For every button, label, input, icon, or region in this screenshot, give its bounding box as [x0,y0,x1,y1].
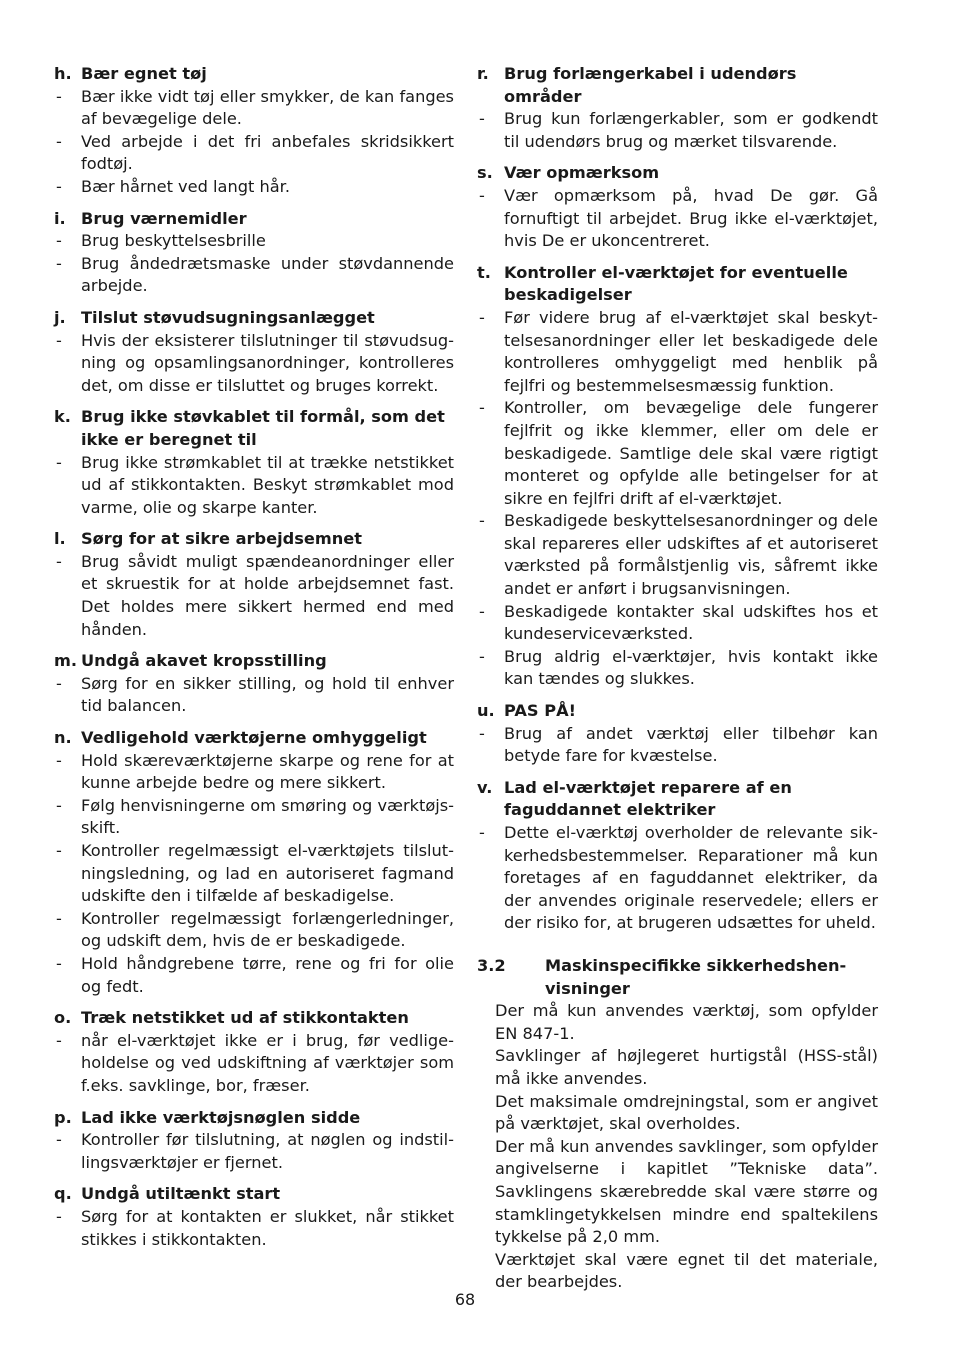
section-letter: p. [54,1107,72,1127]
list-item-text: Følg henvisningerne om smøring og værktøjsskift. [81,795,454,838]
subsection-3-2 [477,955,878,1294]
section [54,727,454,998]
section [477,63,878,153]
section-title: Vær opmærksom [504,163,660,183]
section-letter: u. [477,701,495,721]
section [477,777,878,935]
section-title: Brug ikke støvkablet til formål, som det ikke er beregnet til [81,407,445,449]
section-heading [54,1183,454,1206]
section-letter: j. [54,307,66,327]
section-letter: o. [54,1008,72,1028]
section [54,650,454,718]
list-item-text: Beskadigede kontakter skal udskiftes hos et kundeserviceværksted. [504,601,878,644]
list-item [54,131,454,176]
list-item-text: Brug af andet værktøj eller tilbehør kan betyde fare for kvæstelse. [504,723,878,766]
bullet-dash: - [479,511,485,531]
section-title: Brug værnemidler [81,208,247,228]
list-item [477,601,878,646]
bullet-dash: - [56,86,62,106]
bullet-dash: - [479,601,485,621]
list-item-text: Ved arbejde i det fri anbefales skridsikkert fodtøj. [81,131,454,174]
section-heading [54,208,454,231]
bullet-dash: - [56,1130,62,1150]
section-title: Undgå utiltænkt start [81,1184,281,1204]
section-heading [54,528,454,551]
section-heading [54,1007,454,1030]
list-item [54,230,454,253]
list-item [477,185,878,253]
bullet-dash: - [56,330,62,350]
section-letter: k. [54,407,71,427]
bullet-dash: - [56,795,62,815]
left-column [54,63,454,1260]
list-item [54,750,454,795]
section-letter: s. [477,163,493,183]
section-heading [477,700,878,723]
list-item-text: Kontroller regelmæssigt forlængerledninger, og udskift dem, hvis de er beskadigede. [81,908,454,951]
bullet-dash: - [479,185,485,205]
subsection-title: Maskinspecifikke sikkerhedshen-visninger [545,955,847,998]
bullet-dash: - [56,673,62,693]
section [477,262,878,691]
section-title: Undgå akavet kropsstilling [81,651,327,671]
list-item [54,551,454,641]
section-title: Kontroller el-værktøjet for eventuelle beskadigelser [504,262,848,305]
section [54,1107,454,1175]
bullet-dash: - [56,131,62,151]
list-item-text: Beskadigede beskyttelsesanordninger og dele skal repareres eller udskiftes af et autoriseret værksted på formålstjenlig vis, såfremt ikke andet er anført i brugsanvisningen. [504,511,878,599]
subsection-heading [477,955,878,1000]
section-title: Bær egnet tøj [81,64,207,83]
right-column [477,63,878,1294]
section [477,162,878,252]
section [54,1183,454,1251]
bullet-dash: - [479,723,485,743]
section-heading [54,307,454,330]
bullet-dash: - [479,646,485,666]
list-item [54,452,454,520]
list-item [54,1206,454,1251]
list-item-text: Sørg for at kontakten er slukket, når stikket stikkes i stikkontakten. [81,1206,454,1249]
bullet-dash: - [56,953,62,973]
list-item-text: når el-værktøjet ikke er i brug, før vedligeholdelse og ved udskiftning af værktøjer som f.eks. savklinge, bor, fræser. [81,1030,454,1095]
bullet-dash: - [479,823,485,842]
list-item-text: Vær opmærksom på, hvad De gør. Gå fornuftigt til arbejdet. Brug ikke el-værktøjet, hvis De er ukoncentreret. [504,185,878,251]
list-item [54,908,454,953]
bullet-dash: - [56,551,62,571]
section-title: Tilslut støvudsugningsanlægget [81,307,375,327]
bullet-dash: - [479,307,485,327]
list-item [477,646,878,691]
section-letter: l. [54,529,66,549]
list-item-text: Kontroller før tilslutning, at nøglen og indstillingsværktøjer er fjernet. [81,1130,454,1172]
list-item [54,176,454,199]
section [54,208,454,298]
page-number: 68 [454,1290,476,1309]
section [54,406,454,519]
section-letter: h. [54,64,72,83]
list-item-text: Dette el-værktøj overholder de relevante sikkerhedsbestemmelser. Reparationer må kun foretages af en faguddannet elektriker, da der anvendes originale reservedele; ellers er der risiko for, at brugeren udsættes for uheld. [504,823,878,933]
section-letter: i. [54,208,66,228]
bullet-dash: - [56,1206,62,1226]
list-item-text: Brug beskyttelsesbrille [81,231,266,251]
list-item [477,510,878,600]
bullet-dash: - [56,841,62,860]
section [54,1007,454,1097]
section-heading [54,1107,454,1130]
section-letter: m. [54,651,78,671]
list-item-text: Brug ikke strømkablet til at trække netstikket ud af stikkontakten. Beskyt strømkablet mod varme, olie og skarpe kanter. [81,452,454,517]
list-item [54,840,454,908]
section-title: Brug forlængerkabel i udendørs områder [504,64,797,106]
section-letter: t. [477,262,491,282]
list-item-text: Før videre brug af el-værktøjet skal beskyttelsesanordninger eller let beskadigede dele kontrolleres omhyggeligt med henblik på fejlfri og bestemmelsesmæssig funktion. [504,307,878,395]
list-item [54,795,454,840]
section-heading [477,63,878,108]
list-item [477,397,878,510]
section-heading [477,262,878,307]
list-item [477,108,878,153]
list-item-text: Kontroller, om bevægelige dele fungerer fejlfrit og ikke klemmer, eller om dele er beskadigede. Samtlige dele skal være rigtigt monteret og opfylde alle betingelser for at sikre en fejlfri drift af el-værktøjet. [504,398,878,508]
list-item [54,330,454,398]
section-heading [54,406,454,451]
section-heading [54,727,454,750]
list-item-text: Kontroller regelmæssigt el-værktøjets tilslutningsledning, og lad en autoriseret fagmand udskifte den i tilfælde af beskadigelse. [81,841,454,906]
bullet-dash: - [56,908,62,928]
section-heading [54,63,454,86]
section-title: Lad el-værktøjet reparere af en faguddannet elektriker [504,777,792,820]
list-item-text: Bær hårnet ved langt hår. [81,176,290,196]
list-item [54,253,454,298]
list-item-text: Hold skæreværktøjerne skarpe og rene for at kunne arbejde bedre og mere sikkert. [81,750,454,793]
section-heading [477,777,878,822]
list-item [54,1129,454,1174]
list-item-text: Brug såvidt muligt spændeanordninger eller et skruestik for at holde arbejdsemnet fast. Det holdes mere sikkert hermed end med hånden. [81,551,454,639]
section-title: Træk netstikket ud af stikkontakten [81,1008,409,1028]
list-item-text: Brug kun forlængerkabler, som er godkendt til udendørs brug og mærket tilsvarende. [504,109,878,151]
section-title: Sørg for at sikre arbejdsemnet [81,529,362,549]
bullet-dash: - [56,1030,62,1050]
paragraph: Savklinger af højlegeret hurtigstål (HSS-stål) må ikke anvendes. [495,1046,878,1088]
bullet-dash: - [479,398,485,418]
list-item [477,723,878,768]
list-item-text: Brug åndedrætsmaske under støvdannende arbejde. [81,253,454,296]
section-title: Vedligehold værktøjerne omhyggeligt [81,728,427,748]
list-item-text: Hvis der eksisterer tilslutninger til støvudsugning og opsamlingsanordninger, kontrolleres det, om disse er tilsluttet og bruges korrekt. [81,330,454,395]
list-item [54,673,454,718]
list-item [54,1030,454,1098]
list-item-text: Bær ikke vidt tøj eller smykker, de kan fanges af bevægelige dele. [81,86,454,129]
section-letter: n. [54,728,72,748]
section-heading [54,650,454,673]
list-item [54,953,454,998]
section [54,528,454,641]
section-letter: q. [54,1184,72,1204]
list-item-text: Sørg for en sikker stilling, og hold til enhver tid balancen. [81,673,454,716]
section [54,307,454,397]
section-letter: v. [477,777,493,797]
section-heading [477,162,878,185]
list-item-text: Brug aldrig el-værktøjer, hvis kontakt ikke kan tændes og slukkes. [504,646,878,689]
subsection-number: 3.2 [477,955,506,975]
bullet-dash: - [56,176,62,196]
paragraph: Der må kun anvendes savklinger, som opfylder angivelserne i kapitlet ”Tekniske data”. Savklingens skærebredde skal være større og stamklingetykkelsen mindre end spaltekilens tykkelse på 2,0 mm. [495,1136,878,1247]
list-item [477,307,878,397]
list-item-text: Hold håndgrebene tørre, rene og fri for olie og fedt. [81,953,454,996]
paragraph: Værktøjet skal være egnet til det materiale, der bearbejdes. [495,1249,878,1292]
section-title: PAS PÅ! [504,701,576,721]
paragraph: Det maksimale omdrejningstal, som er angivet på værktøjet, skal overholdes. [495,1091,878,1134]
bullet-dash: - [56,452,62,472]
section [54,63,454,199]
section [477,700,878,768]
section-title: Lad ikke værktøjsnøglen sidde [81,1107,361,1127]
bullet-dash: - [56,750,62,770]
section-letter: r. [477,64,489,83]
list-item [477,822,878,935]
bullet-dash: - [56,231,62,251]
bullet-dash: - [56,253,62,273]
list-item [54,86,454,131]
bullet-dash: - [479,109,485,129]
paragraph: Der må kun anvendes værktøj, som opfylder EN 847-1. [495,1001,878,1043]
